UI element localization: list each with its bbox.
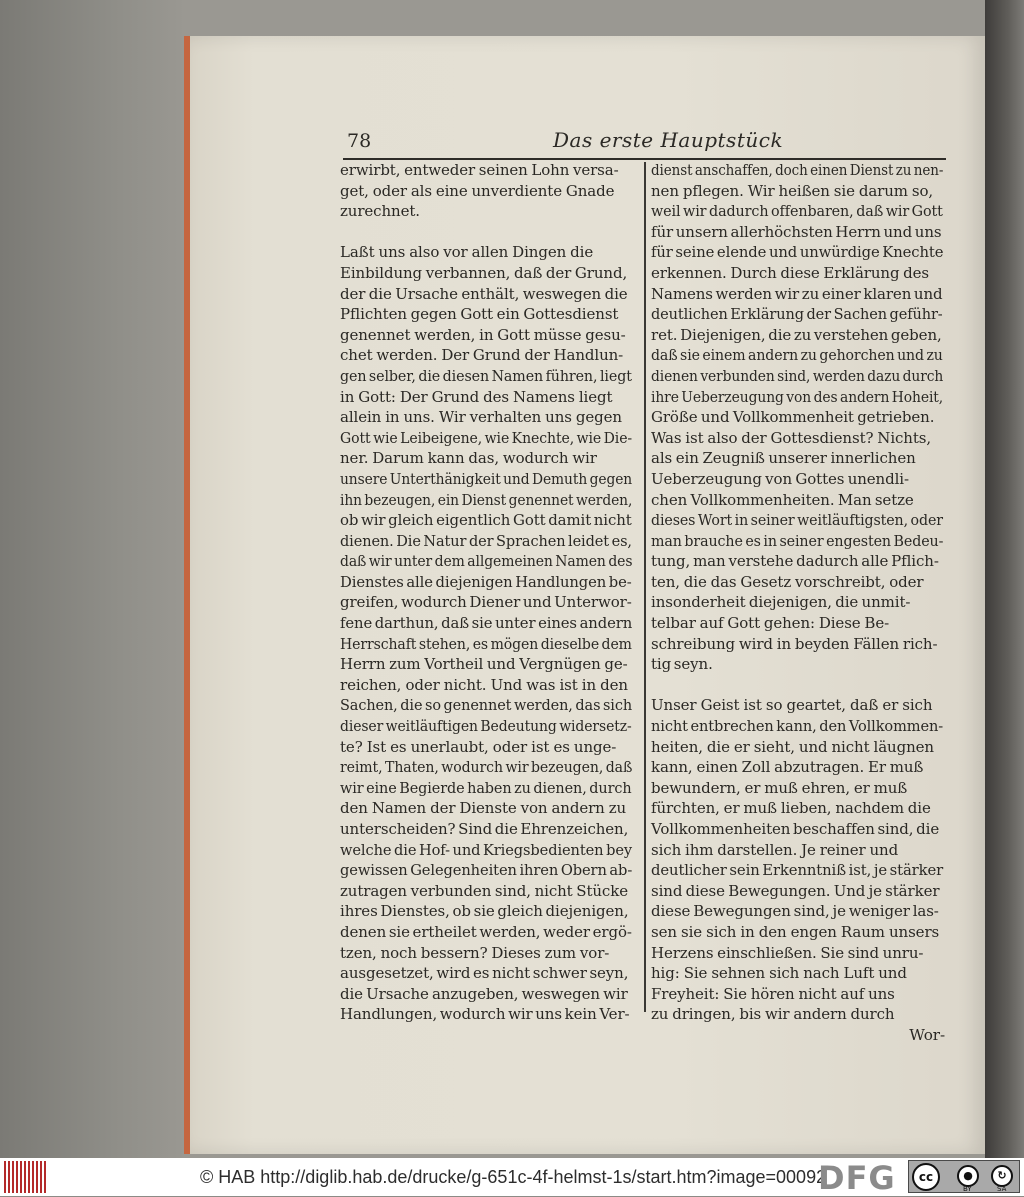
- text-line: ten, die das Gesetz vorschreibt, oder: [651, 572, 924, 591]
- binding-shadow: [985, 0, 1024, 1158]
- text-line: zurechnet.: [340, 202, 420, 221]
- text-line: chet werden. Der Grund der Handlun-: [340, 346, 624, 365]
- text-line: bewundern, er muß ehren, er muß: [651, 778, 908, 797]
- text-line: dienen. Die Natur der Sprachen leidet es,: [340, 531, 632, 550]
- license-by-label: BY: [963, 1185, 972, 1193]
- text-line: schreibung wird in beyden Fällen rich-: [651, 634, 938, 653]
- text-line: denen sie ertheilet werden, weder ergö-: [340, 922, 632, 941]
- text-line: heiten, die er sieht, und nicht läugnen: [651, 737, 934, 756]
- catchword: Wor-: [909, 1025, 945, 1044]
- left-text-column: [340, 160, 636, 1025]
- text-line: daß wir unter dem allgemeinen Namen des: [340, 552, 633, 571]
- person-icon: ●: [957, 1165, 979, 1187]
- text-line: allein in uns. Wir verhalten uns gegen: [340, 408, 622, 427]
- text-line: ner. Darum kann das, wodurch wir: [340, 449, 597, 468]
- copyright-link[interactable]: © HAB http://diglib.hab.de/drucke/g-651c-4f-helmst-1s/start.htm?image=00092: [200, 1167, 827, 1187]
- text-line: Dienstes alle diejenigen Handlungen be-: [340, 572, 632, 591]
- text-line: gewissen Gelegenheiten ihren Obern ab-: [340, 861, 633, 880]
- right-text-column: [651, 160, 947, 1046]
- text-line: reimt, Thaten, wodurch wir bezeugen, daß: [340, 758, 633, 777]
- text-line: deutlichen Erklärung der Sachen geführ-: [651, 305, 943, 324]
- license-sa-label: SA: [997, 1185, 1007, 1193]
- text-line: nen pflegen. Wir heißen sie darum so,: [651, 181, 934, 200]
- footer-bar: [0, 1158, 1024, 1196]
- text-line: ret. Diejenigen, die zu verstehen geben,: [651, 325, 942, 344]
- text-line: kann, einen Zoll abzutragen. Er muß: [651, 758, 924, 777]
- text-line: diese Bewegungen sind, je weniger las-: [651, 902, 939, 921]
- text-line: greifen, wodurch Diener und Unterwor-: [340, 593, 632, 612]
- text-line: hig: Sie sehnen sich nach Luft und: [651, 964, 907, 983]
- text-line: sen sie sich in den engen Raum unsers: [651, 922, 940, 941]
- text-line: daß sie einem andern zu gehorchen und zu: [651, 346, 943, 365]
- text-line: für unsern allerhöchsten Herrn und uns: [651, 222, 942, 241]
- text-line: Einbildung verbannen, daß der Grund,: [340, 263, 628, 282]
- text-line: in Gott: Der Grund des Namens liegt: [340, 387, 613, 406]
- text-line: tig seyn.: [651, 655, 713, 674]
- text-line: Was ist also der Gottesdienst? Nichts,: [651, 428, 932, 447]
- text-line: Gott wie Leibeigene, wie Knechte, wie Die-: [340, 428, 633, 447]
- text-line: zutragen verbunden sind, nicht Stücke: [340, 881, 628, 900]
- text-line: genennet werden, in Gott müsse gesu-: [340, 325, 626, 344]
- text-line: welche die Hof- und Kriegsbedienten bey: [340, 840, 632, 859]
- barcode-icon: [4, 1161, 48, 1193]
- text-line: chen Vollkommenheiten. Man setze: [651, 490, 914, 509]
- text-line: zu dringen, bis wir andern durch: [651, 1005, 895, 1024]
- text-line: erwirbt, entweder seinen Lohn versa-: [340, 161, 619, 179]
- text-line: weil wir dadurch offenbaren, daß wir Gott: [651, 202, 943, 221]
- text-line: gen selber, die diesen Namen führen, liegt: [340, 366, 632, 385]
- text-line: erkennen. Durch diese Erklärung des: [651, 263, 929, 282]
- text-line: insonderheit diejenigen, die unmit-: [651, 593, 911, 612]
- text-line: Herrn zum Vortheil und Vergnügen ge-: [340, 655, 628, 674]
- text-line: Freyheit: Sie hören nicht auf uns: [651, 984, 895, 1003]
- text-line: ihn bezeugen, ein Dienst genennet werden,: [340, 490, 633, 509]
- text-line: ausgesetzet, wird es nicht schwer seyn,: [340, 964, 629, 983]
- text-line: get, oder als eine unverdiente Gnade: [340, 181, 615, 200]
- text-line: Laßt uns also vor allen Dingen die: [340, 243, 594, 262]
- text-line: ihre Ueberzeugung von des andern Hoheit,: [651, 387, 944, 406]
- text-line: man brauche es in seiner engesten Bedeu-: [651, 531, 944, 550]
- text-line: als ein Zeugniß unserer innerlichen: [651, 449, 916, 468]
- text-line: Namens werden wir zu einer klaren und: [651, 284, 943, 303]
- text-line: nicht entbrechen kann, den Vollkommen-: [651, 717, 944, 736]
- text-line: Pflichten gegen Gott ein Gottesdienst: [340, 305, 619, 324]
- text-line: der die Ursache enthält, weswegen die: [340, 284, 628, 303]
- dfg-logo: DFG: [818, 1159, 896, 1197]
- text-line: tung, man verstehe dadurch alle Pflich-: [651, 552, 939, 571]
- text-line: Ueberzeugung von Gottes unendli-: [651, 469, 909, 488]
- text-line: dieses Wort in seiner weitläuftigsten, oder: [651, 511, 943, 530]
- page-number: 78: [347, 130, 372, 152]
- text-line: Sachen, die so genennet werden, das sich: [340, 696, 633, 715]
- text-line: wir eine Begierde haben zu dienen, durch: [340, 778, 632, 797]
- text-line: fene darthun, daß sie unter eines andern: [340, 614, 633, 633]
- text-line: Vollkommenheiten beschaffen sind, die: [651, 820, 940, 838]
- text-line: dienst anschaffen, doch einen Dienst zu nen-: [651, 161, 944, 179]
- text-line: dienen verbunden sind, werden dazu durch: [651, 366, 944, 385]
- text-line: sich ihm darstellen. Je reiner und: [651, 840, 899, 859]
- share-alike-icon: ↻: [991, 1165, 1013, 1187]
- column-divider: [644, 162, 646, 1012]
- cc-icon: cc: [912, 1163, 940, 1191]
- text-line: fürchten, er muß lieben, nachdem die: [651, 799, 931, 818]
- text-line: tzen, noch bessern? Dieses zum vor-: [340, 943, 610, 962]
- text-line: sind diese Bewegungen. Und je stärker: [651, 881, 940, 900]
- license-badge[interactable]: [908, 1160, 1020, 1193]
- text-line: für seine elende und unwürdige Knechte: [651, 243, 944, 262]
- text-line: Handlungen, wodurch wir uns kein Ver-: [340, 1005, 630, 1024]
- text-line: Unser Geist ist so geartet, daß er sich: [651, 696, 933, 715]
- text-line: te? Ist es unerlaubt, oder ist es unge-: [340, 737, 617, 756]
- text-line: reichen, oder nicht. Und was ist in den: [340, 675, 628, 694]
- text-line: Größe und Vollkommenheit getrieben.: [651, 408, 935, 427]
- text-line: telbar auf Gott gehen: Diese Be-: [651, 614, 890, 633]
- text-line: die Ursache anzugeben, weswegen wir: [340, 984, 628, 1003]
- text-line: den Namen der Dienste von andern zu: [340, 799, 627, 818]
- text-line: deutlicher sein Erkenntniß ist, je stärker: [651, 861, 944, 880]
- page-header: [347, 126, 947, 156]
- paragraph-gap: [651, 675, 947, 696]
- text-line: unsere Unterthänigkeit und Demuth gegen: [340, 469, 633, 488]
- running-title: Das erste Hauptstück: [553, 128, 784, 152]
- text-line: ob wir gleich eigentlich Gott damit nicht: [340, 511, 632, 530]
- text-line: dieser weitläuftigen Bedeutung widersetz-: [340, 717, 632, 736]
- text-line: Herzens einschließen. Sie sind unru-: [651, 943, 924, 962]
- paragraph-gap: [340, 222, 636, 243]
- text-line: unterscheiden? Sind die Ehrenzeichen,: [340, 820, 629, 838]
- text-line: ihres Dienstes, ob sie gleich diejenigen,: [340, 902, 629, 921]
- text-line: Herrschaft stehen, es mögen dieselbe dem: [340, 634, 632, 653]
